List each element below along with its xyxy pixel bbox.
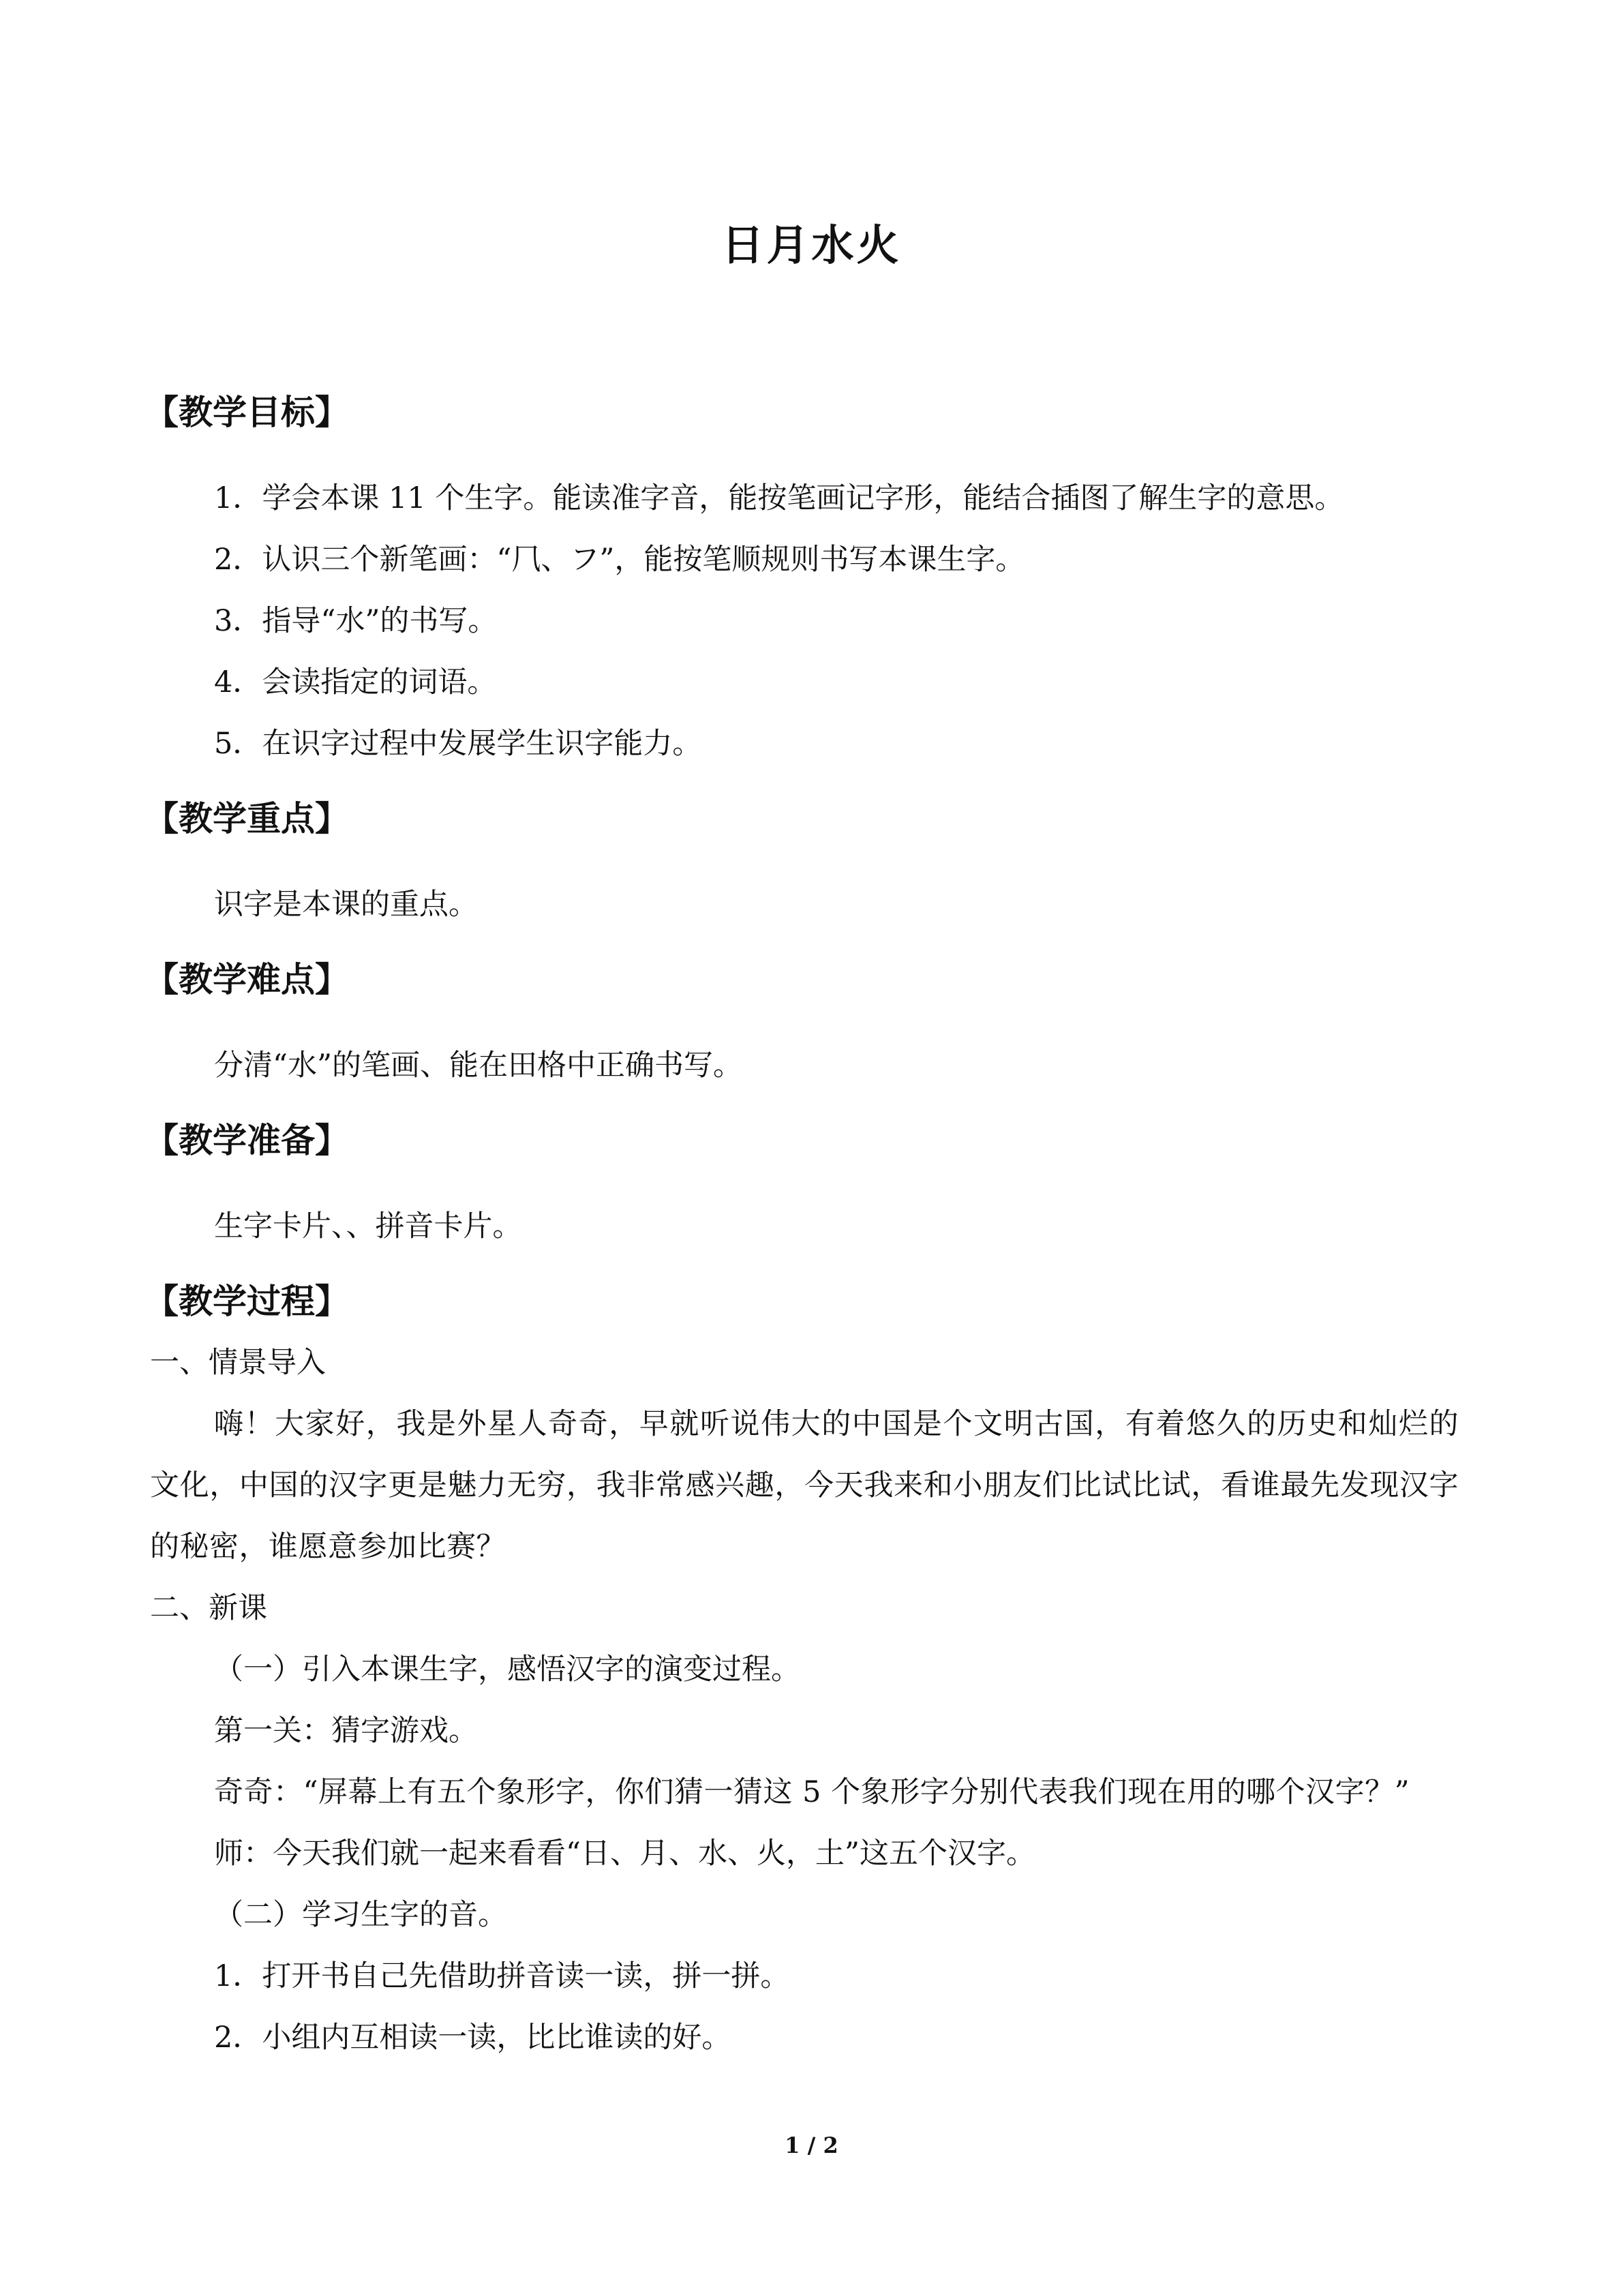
section-heading-preparation: 【教学准备】 — [145, 1121, 349, 1160]
goal-item: 5．在识字过程中发展学生识字能力。 — [214, 727, 702, 761]
goal-item: 1．学会本课 11 个生字。能读准字音，能按笔画记字形，能结合插图了解生字的意思。 — [214, 481, 1344, 515]
process-qiqi-paragraph: 奇奇：“屏幕上有五个象形字，你们猜一猜这 5 个象形字分别代表我们现在用的哪个汉字？” — [214, 1775, 1410, 1809]
preparation-text: 生字卡片、、拼音卡片。 — [214, 1209, 522, 1243]
process-sub1: （一）引入本课生字，感悟汉字的演变过程。 — [214, 1652, 800, 1687]
process-part2-title: 二、新课 — [150, 1591, 267, 1625]
process-step1: 1．打开书自己先借助拼音读一读，拼一拼。 — [214, 1959, 790, 1993]
section-heading-difficulties: 【教学难点】 — [145, 960, 349, 999]
process-part1-paragraph: 嗨！大家好，我是外星人奇奇，早就听说伟大的中国是个文明古国，有着悠久的历史和灿烂的文化，中国的汉字更是魅力无穷，我非常感兴趣，今天我来和小朋友们比试比试，看谁最先发现汉字的秘密，谁愿意参加比赛？ — [150, 1407, 1459, 1564]
process-teacher-line: 师：今天我们就一起来看看“日、月、水、火，土”这五个汉字。 — [214, 1837, 1035, 1871]
goal-item: 3．指导“水”的书写。 — [214, 604, 498, 638]
process-step2: 2．小组内互相读一读，比比谁读的好。 — [214, 2021, 731, 2055]
page-title: 日月水火 — [721, 220, 902, 270]
goal-item: 4．会读指定的词语。 — [214, 665, 497, 699]
page-number: 1 / 2 — [785, 2132, 838, 2158]
process-part1-title: 一、情景导入 — [150, 1346, 326, 1380]
process-level1: 第一关：猜字游戏。 — [214, 1714, 478, 1748]
difficulties-text: 分清“水”的笔画、能在田格中正确书写。 — [214, 1048, 742, 1083]
section-heading-key-points: 【教学重点】 — [145, 799, 349, 839]
section-heading-process: 【教学过程】 — [145, 1282, 349, 1321]
section-heading-goals: 【教学目标】 — [145, 393, 349, 432]
process-sub2: （二）学习生字的音。 — [214, 1898, 507, 1932]
goal-item: 2．认识三个新笔画：“⺇、フ”，能按笔顺规则书写本课生字。 — [214, 543, 1025, 577]
document-body — [145, 382, 1459, 2068]
key-points-text: 识字是本课的重点。 — [214, 888, 478, 922]
